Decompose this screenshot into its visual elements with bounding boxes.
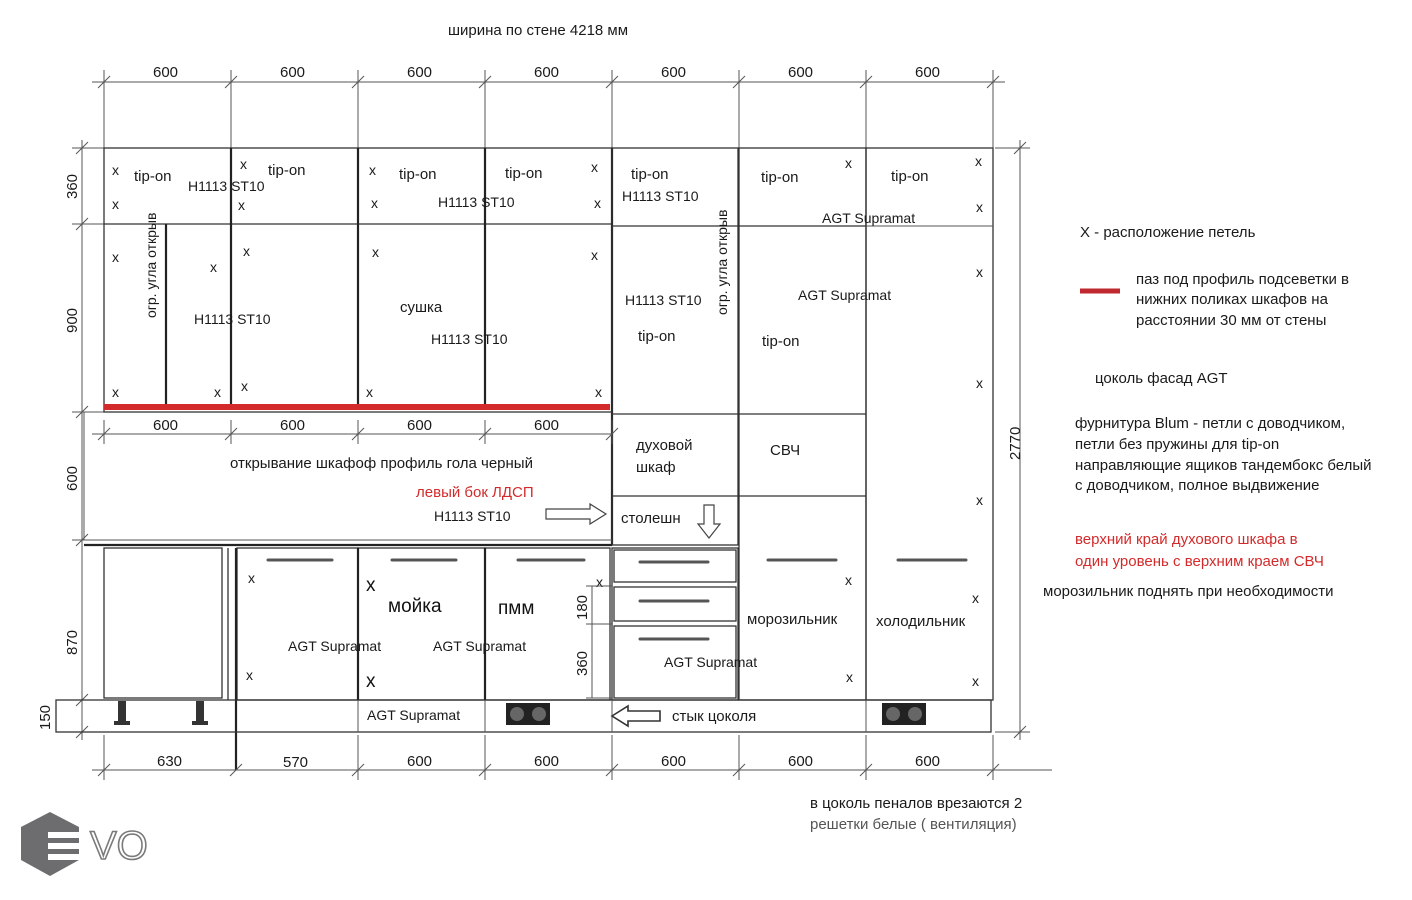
supramat-label: AGT Supramat bbox=[367, 707, 461, 723]
material-label: H1113 ST10 bbox=[622, 188, 699, 204]
arrow-right-icon bbox=[546, 504, 606, 524]
cabinet-leg bbox=[114, 721, 130, 725]
dim-left-870: 870 bbox=[64, 629, 81, 655]
upper-cabinet-labels bbox=[134, 162, 929, 350]
dryer-label: сушка bbox=[400, 299, 443, 316]
tipon-label: tip-on bbox=[134, 168, 172, 185]
tipon-label: tip-on bbox=[762, 333, 800, 350]
material-label: H1113 ST10 bbox=[194, 311, 271, 327]
dim-bottom-4: 600 bbox=[534, 753, 560, 770]
logo-text: VO bbox=[90, 824, 148, 868]
hinge-mark: x bbox=[372, 244, 379, 260]
hinge-mark: x bbox=[976, 199, 983, 215]
dim-top-1: 600 bbox=[153, 64, 179, 81]
hinge-mark: x bbox=[591, 247, 598, 263]
hinge-mark: x bbox=[366, 384, 373, 400]
oven-label: духовой bbox=[636, 437, 693, 454]
legend-groove-2: нижних поликах шкафов на bbox=[1136, 291, 1328, 308]
legend-blum-3: направляющие ящиков тандембокс белый bbox=[1075, 457, 1372, 474]
hinge-mark: x bbox=[243, 243, 250, 259]
hinge-mark: x bbox=[972, 673, 979, 689]
gola-profile-label: открывание шкафоф профиль гола черный bbox=[230, 455, 533, 472]
footnote-line-2: решетки белые ( вентиляция) bbox=[810, 816, 1017, 833]
hinge-mark: x bbox=[976, 492, 983, 508]
hinge-mark: x bbox=[366, 575, 376, 596]
dim-top-2: 600 bbox=[280, 64, 306, 81]
cabinet-leg bbox=[192, 721, 208, 725]
legend-blum-1: фурнитура Blum - петли с доводчиком, bbox=[1075, 415, 1346, 432]
dim-left-900: 900 bbox=[64, 307, 81, 333]
microwave-label: СВЧ bbox=[770, 442, 801, 459]
supramat-label: AGT Supramat bbox=[288, 638, 382, 654]
footnote-line-1: в цоколь пеналов врезаются 2 bbox=[810, 795, 1023, 812]
dim-top-7: 600 bbox=[915, 64, 941, 81]
dim-bottom-6: 600 bbox=[788, 753, 814, 770]
dim-mid-2: 600 bbox=[280, 417, 306, 434]
backsplash-zone bbox=[84, 412, 800, 540]
supramat-label: AGT Supramat bbox=[822, 210, 916, 226]
vent-grille-icon bbox=[506, 703, 550, 725]
sink-label: мойка bbox=[388, 596, 442, 617]
hinge-mark: x bbox=[976, 375, 983, 391]
dim-left-600: 600 bbox=[64, 465, 81, 491]
legend-groove-1: паз под профиль подсеветки в bbox=[1136, 271, 1349, 288]
hinge-mark: x bbox=[112, 196, 119, 212]
arrow-left-icon bbox=[612, 706, 660, 726]
dim-bottom-1: 630 bbox=[157, 753, 183, 770]
material-label: H1113 ST10 bbox=[431, 331, 508, 347]
dim-top-6: 600 bbox=[788, 64, 814, 81]
hinge-mark: x bbox=[591, 159, 598, 175]
hinge-mark: x bbox=[240, 156, 247, 172]
left-side-label: левый бок ЛДСП bbox=[416, 484, 534, 501]
dim-top-3: 600 bbox=[407, 64, 433, 81]
vent-grille-icon bbox=[882, 703, 926, 725]
dim-drawer-360: 360 bbox=[574, 650, 591, 676]
material-label: H1113 ST10 bbox=[625, 292, 702, 308]
hinge-mark: x bbox=[976, 264, 983, 280]
dim-top-5: 600 bbox=[661, 64, 687, 81]
tipon-label: tip-on bbox=[638, 328, 676, 345]
dim-mid-1: 600 bbox=[153, 417, 179, 434]
hinge-mark: x bbox=[972, 590, 979, 606]
hinge-mark: x bbox=[845, 155, 852, 171]
lower-cabinet-labels bbox=[288, 596, 966, 670]
legend-oven-note-1: верхний край духового шкафа в bbox=[1075, 531, 1298, 548]
freezer-label: морозильник bbox=[747, 611, 838, 628]
left-dimension-chain bbox=[37, 140, 110, 740]
base-cabinets bbox=[84, 545, 966, 770]
arrow-down-icon bbox=[698, 505, 720, 538]
material-label: H1113 ST10 bbox=[188, 178, 265, 194]
dim-bottom-7: 600 bbox=[915, 753, 941, 770]
legend-freezer-note: морозильник поднять при необходимости bbox=[1043, 583, 1334, 600]
legend-oven-note-2: один уровень с верхним краем СВЧ bbox=[1075, 553, 1324, 570]
hinge-mark: x bbox=[596, 574, 603, 590]
hinge-mark: x bbox=[594, 195, 601, 211]
material-label: H1113 ST10 bbox=[438, 194, 515, 210]
dim-mid-3: 600 bbox=[407, 417, 433, 434]
angle-limit-label: огр. угла открыв bbox=[143, 212, 159, 318]
supramat-label: AGT Supramat bbox=[664, 654, 758, 670]
dim-left-150: 150 bbox=[37, 704, 54, 730]
tipon-label: tip-on bbox=[761, 169, 799, 186]
dim-left-360: 360 bbox=[64, 173, 81, 199]
dim-bottom-2: 570 bbox=[283, 754, 309, 771]
tipon-label: tip-on bbox=[399, 166, 437, 183]
hinge-mark: x bbox=[210, 259, 217, 275]
oven-label-2: шкаф bbox=[636, 459, 676, 476]
evo-logo bbox=[18, 810, 158, 880]
angle-limit-label: огр. угла открыв bbox=[714, 209, 730, 315]
hinge-mark: x bbox=[371, 195, 378, 211]
dim-mid-4: 600 bbox=[534, 417, 560, 434]
legend-blum-2: петли без пружины для tip-on bbox=[1075, 436, 1280, 453]
middle-dimension-chain bbox=[92, 417, 618, 444]
hinge-mark: x bbox=[214, 384, 221, 400]
hinge-mark: x bbox=[246, 667, 253, 683]
dim-top-4: 600 bbox=[534, 64, 560, 81]
hinge-mark: x bbox=[369, 162, 376, 178]
hinge-mark: x bbox=[112, 384, 119, 400]
legend-hinges: Х - расположение петель bbox=[1080, 224, 1256, 241]
hinge-mark: x bbox=[238, 197, 245, 213]
tipon-label: tip-on bbox=[505, 165, 543, 182]
countertop-label: столешн bbox=[621, 510, 681, 527]
dim-bottom-3: 600 bbox=[407, 753, 433, 770]
legend-groove-3: расстоянии 30 мм от стены bbox=[1136, 312, 1327, 329]
right-dimension-2770 bbox=[995, 140, 1030, 740]
plinth bbox=[56, 700, 991, 732]
cabinet-leg bbox=[118, 701, 126, 723]
tipon-label: tip-on bbox=[268, 162, 306, 179]
dim-right-2770: 2770 bbox=[1007, 426, 1024, 460]
cabinet-leg bbox=[196, 701, 204, 723]
hinge-mark: x bbox=[112, 249, 119, 265]
hinge-mark: x bbox=[248, 570, 255, 586]
legend bbox=[1043, 224, 1372, 600]
hinge-mark: x bbox=[975, 153, 982, 169]
supramat-label: AGT Supramat bbox=[433, 638, 527, 654]
fridge-label: холодильник bbox=[876, 613, 966, 630]
top-dimension-chain bbox=[92, 64, 1005, 150]
dim-bottom-5: 600 bbox=[661, 753, 687, 770]
material-label: H1113 ST10 bbox=[434, 508, 511, 524]
dim-drawer-180: 180 bbox=[574, 594, 591, 620]
hinge-mark: x bbox=[595, 384, 602, 400]
legend-blum-4: с доводчиком, полное выдвижение bbox=[1075, 477, 1320, 494]
upper-cabinets bbox=[104, 148, 612, 545]
wall-width-title: ширина по стене 4218 мм bbox=[448, 22, 629, 39]
tipon-label: tip-on bbox=[891, 168, 929, 185]
plinth-joint-label: стык цоколя bbox=[672, 708, 757, 725]
supramat-label: AGT Supramat bbox=[798, 287, 892, 303]
dishwasher-label: пмм bbox=[498, 598, 535, 619]
hinge-mark: x bbox=[112, 162, 119, 178]
tipon-label: tip-on bbox=[631, 166, 669, 183]
hinge-mark: x bbox=[846, 669, 853, 685]
hinge-mark: x bbox=[241, 378, 248, 394]
hinge-mark: x bbox=[845, 572, 852, 588]
legend-plinth: цоколь фасад AGT bbox=[1095, 370, 1228, 387]
hinge-mark: x bbox=[366, 671, 376, 692]
